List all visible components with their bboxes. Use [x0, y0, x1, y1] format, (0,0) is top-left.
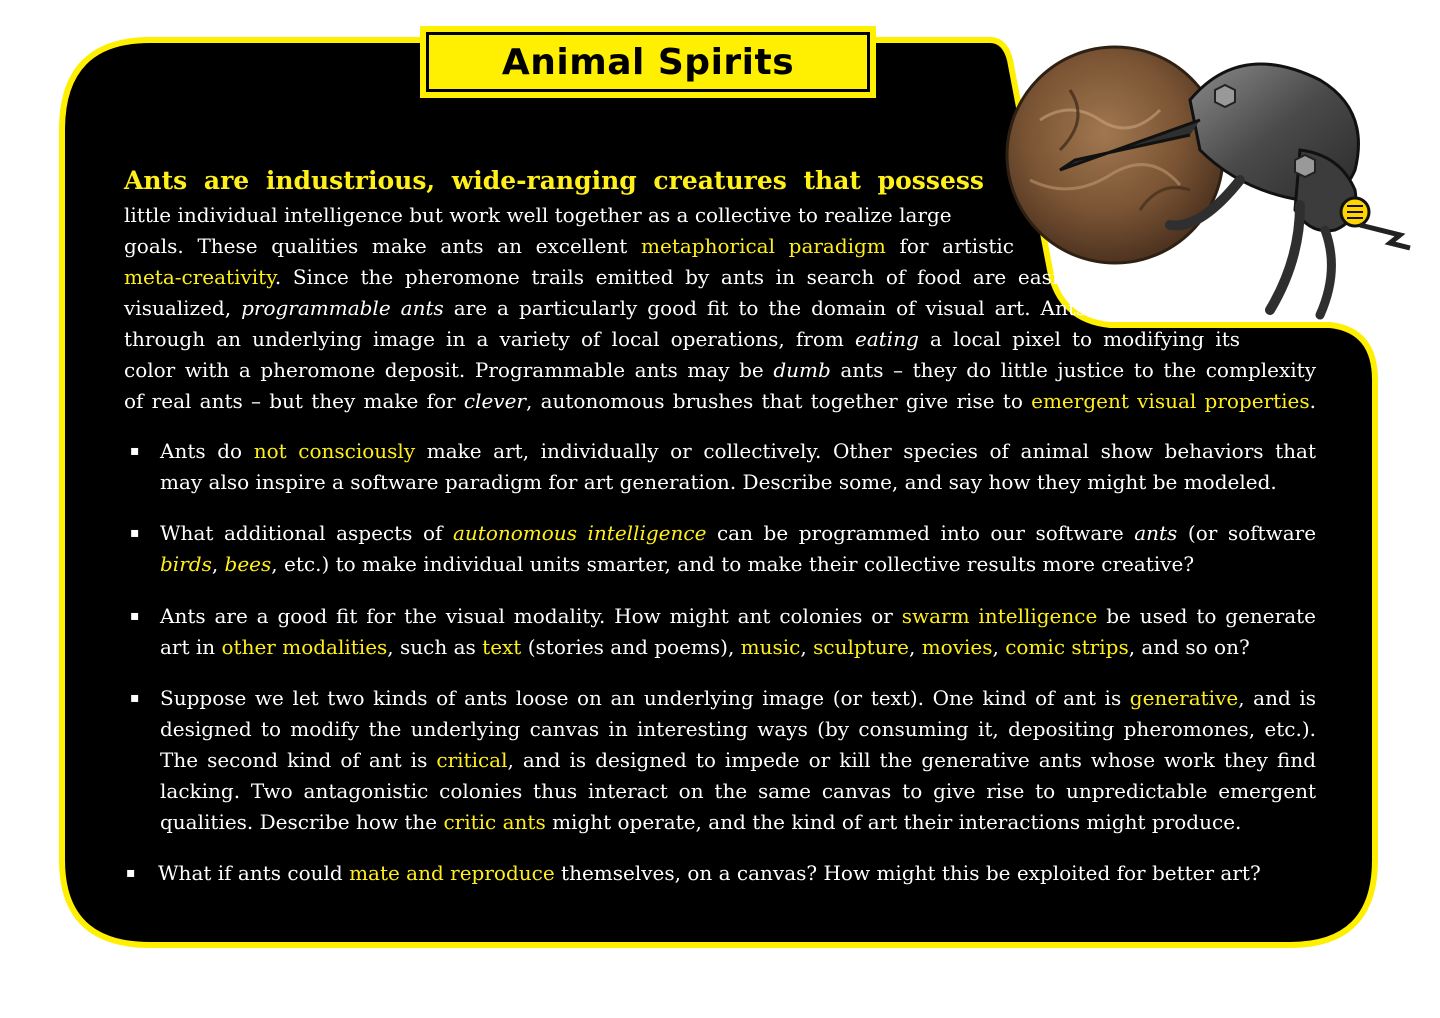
bullet-icon: ▪	[130, 443, 140, 459]
bullet-icon: ▪	[130, 690, 140, 706]
intro-text: a local pixel to modifying its	[930, 327, 1240, 351]
list-item-line	[160, 745, 1316, 776]
text: Ants do	[160, 439, 243, 463]
intro-text: little individual intelligence but work well together as a collective to realize large	[124, 203, 952, 227]
intro-line-4	[124, 262, 1076, 293]
list-item-text	[160, 518, 1316, 580]
intro-text: for artistic	[899, 234, 1014, 258]
emphasis-clever: clever	[463, 389, 526, 413]
text: be used to generate	[1106, 604, 1316, 628]
bullet-icon: ▪	[130, 525, 140, 541]
intro-line-7	[124, 355, 1316, 386]
text: , and is designed to impede or kill the generative ants whose work they find	[507, 748, 1317, 772]
highlight-critic-ants: critic ants	[443, 810, 546, 834]
list-item-text	[160, 683, 1316, 838]
intro-text: visualized,	[124, 296, 232, 320]
emphasis-programmable-ants: programmable ants	[241, 296, 444, 320]
title-banner	[420, 26, 876, 98]
highlight-critical: critical	[436, 748, 508, 772]
list-item-line	[160, 632, 1316, 663]
intro-text: , autonomous brushes that together give rise to	[525, 389, 1023, 413]
intro-line-8	[124, 386, 1316, 417]
title-frame	[426, 32, 870, 92]
intro-text: of real ants – but they make for	[124, 389, 456, 413]
intro-line-5	[124, 293, 1222, 324]
emphasis-eating: eating	[855, 327, 919, 351]
intro-text: are a particularly good fit to the domain of visual art. Ants can interact	[453, 296, 1222, 320]
text: ,	[992, 635, 999, 659]
page-title: Animal Spirits	[501, 41, 795, 83]
highlight-comic-strips: comic strips	[1005, 635, 1129, 659]
list-item-line	[160, 601, 1316, 632]
text: , etc.) to make individual units smarter, and to make their collective results more creative?	[271, 552, 1195, 576]
text: Ants are a good fit for the visual modality. How might ant colonies or	[160, 604, 893, 628]
highlight-mate-and-reproduce: mate and reproduce	[349, 861, 555, 885]
list-item-line	[160, 776, 1316, 807]
list-item-line	[160, 467, 1316, 498]
text: art in	[160, 635, 216, 659]
text: , and so on?	[1128, 635, 1250, 659]
text: ,	[211, 552, 219, 576]
highlight-movies: movies	[921, 635, 993, 659]
text: (stories and poems),	[527, 635, 735, 659]
text: lacking. Two antagonistic colonies thus interact on the same canvas to give rise to unpredictable emergent	[160, 779, 1316, 803]
text: might operate, and the kind of art their interactions might produce.	[552, 810, 1242, 834]
intro-text: ants – they do little justice to the complexity	[840, 358, 1316, 382]
highlight-bees: bees	[224, 552, 272, 576]
text: (or software	[1187, 521, 1317, 545]
list-item-line	[160, 436, 1316, 467]
emphasis-dumb: dumb	[773, 358, 831, 382]
intro-line-1	[124, 163, 984, 200]
highlight-music: music	[740, 635, 801, 659]
text: designed to modify the underlying canvas in interesting ways (by consuming it, depositing pheromones, etc.).	[160, 717, 1316, 741]
emphasis-ants: ants	[1134, 521, 1178, 545]
highlight-text: text	[482, 635, 522, 659]
highlight-autonomous-intelligence: autonomous intelligence	[453, 521, 707, 545]
list-item-line	[160, 807, 1316, 838]
text: can be programmed into our software	[716, 521, 1124, 545]
list-item-line	[160, 549, 1316, 580]
text: qualities. Describe how the	[160, 810, 438, 834]
intro-line-2	[124, 200, 994, 231]
highlight-metaphorical-paradigm: metaphorical paradigm	[641, 234, 886, 258]
intro-line-6	[124, 324, 1240, 355]
text: , such as	[387, 635, 476, 659]
highlight-other-modalities: other modalities	[221, 635, 388, 659]
text: The second kind of ant is	[160, 748, 428, 772]
intro-text: goals. These qualities make ants an excellent	[124, 234, 628, 258]
bullet-icon: ▪	[130, 608, 140, 624]
intro-paragraph	[124, 163, 1316, 417]
intro-text: color with a pheromone deposit. Programmable ants may be	[124, 358, 764, 382]
highlight-sculpture: sculpture	[813, 635, 909, 659]
highlight-birds: birds	[160, 552, 212, 576]
intro-text: . Since the pheromone trails emitted by ants in search of food are easily	[274, 265, 1076, 289]
intro-lead: Ants are industrious, wide-ranging creatures that possess	[124, 166, 984, 195]
highlight-not-consciously: not consciously	[253, 439, 416, 463]
text: may also inspire a software paradigm for art generation. Describe some, and say how they might be modeled.	[160, 470, 1277, 494]
intro-text: through an underlying image in a variety of local operations, from	[124, 327, 844, 351]
text: ,	[908, 635, 916, 659]
list-item-text	[160, 601, 1316, 663]
list-item-text	[160, 436, 1316, 498]
intro-text: .	[1309, 389, 1317, 413]
highlight-meta-creativity: meta-creativity	[124, 265, 275, 289]
text: themselves, on a canvas? How might this be exploited for better art?	[561, 861, 1261, 885]
highlight-emergent-visual-properties: emergent visual properties	[1031, 389, 1310, 413]
list-item-line	[158, 858, 1314, 889]
text: , and is	[1238, 686, 1317, 710]
list-item-line	[160, 683, 1316, 714]
text: What if ants could	[158, 861, 343, 885]
list-item-text	[158, 858, 1314, 889]
highlight-generative: generative	[1129, 686, 1239, 710]
text: make art, individually or collectively. Other species of animal show behaviors that	[426, 439, 1317, 463]
bullet-icon: ▪	[126, 865, 136, 881]
list-item-line	[160, 714, 1316, 745]
list-item-line	[160, 518, 1316, 549]
highlight-swarm-intelligence: swarm intelligence	[901, 604, 1098, 628]
intro-line-3	[124, 231, 1014, 262]
text: What additional aspects of	[160, 521, 443, 545]
text: ,	[800, 635, 807, 659]
text: Suppose we let two kinds of ants loose on an underlying image (or text). One kind of ant is	[160, 686, 1122, 710]
